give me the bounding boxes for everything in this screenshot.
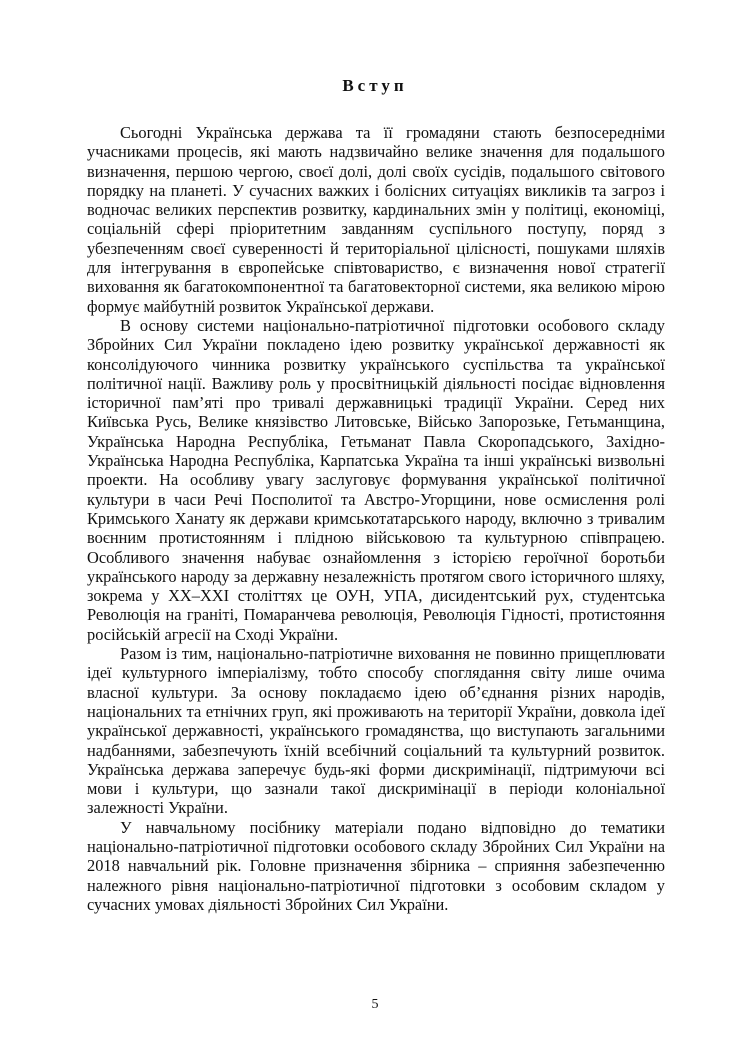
page-title: Вступ xyxy=(342,76,408,95)
body-text xyxy=(87,123,665,914)
paragraph-intro: Сьогодні Українська держава та її громадяни стають безпосередніми учасниками процесів, які мають надзвичайно велике значення для подальшого визначення, першою чергою, своєї долі, долі своїх сусідів, подальшого світового порядку на планеті. У сучасних важких і болісних ситуаціях викликів та загроз і водночас великих перспектив розвитку, кардинальних змін у політиці, економіці, соціальній сфері пріоритетним завданням суспільного поступу, поряд з убезпеченням своєї суверенності й територіальної цілісності, пошуками шляхів для інтегрування в європейське співтовариство, є визначення нової стратегії виховання як багатокомпонентної та багатовекторної системи, яка великою мірою формує майбутній розвиток Української держави. xyxy=(87,123,665,316)
paragraph-state-traditions: В основу системи національно-патріотичної підготовки особового складу Збройних Сил України покладено ідею розвитку української державності як консолідуючого чинника розвитку українського суспільства та української політичної нації. Важливу роль у просвітницькій діяльності посідає відновлення історичної пам’яті про тривалі державницькі традиції України. Серед них Київська Русь, Велике князівство Литовське, Військо Запорозьке, Гетьманщина, Українська Народна Республіка, Гетьманат Павла Скоропадського, Західно-Українська Народна Республіка, Карпатська Україна та інші українські визвольні проекти. На особливу увагу заслуговує формування української політичної культури в часи Речі Посполитої та Австро-Угорщини, нове осмислення ролі Кримського Ханату як держави кримськотатарського народу, включно з тривалим воєнним протистоянням і плідною військовою та культурною співпрацею. Особливого значення набуває ознайомлення з історією героїчної боротьби українського народу за державну незалежність протягом свого історичного шляху, зокрема у ХХ–ХХІ століттях це ОУН, УПА, дисидентський рух, студентська Революція на граніті, Помаранчева революція, Революція Гідності, протистояння російській агресії на Сході України. xyxy=(87,315,665,644)
page-number: 5 xyxy=(371,997,379,1012)
paragraph-unity: Разом із тим, національно-патріотичне виховання не повинно прищеплювати ідеї культурного імперіалізму, тобто способу споглядання світу лише очима власної культури. За основу покладаємо ідею об’єднання різних народів, національних та етнічних груп, які проживають на території України, довкола ідеї української державності, українського громадянства, що виступають загальними надбаннями, забезпечують їхній всебічний соціальний та культурний розвиток. Українська держава заперечує будь-які форми дискримінації, підтримуючи всі мови і культури, що зазнали такої дискримінації в періоди колоніальної залежності України. xyxy=(87,644,665,818)
paragraph-textbook-purpose: У навчальному посібнику матеріали подано відповідно до тематики національно-патріотичної підготовки особового складу Збройних Сил України на 2018 навчальний рік. Головне призначення збірника – сприяння забезпеченню належного рівня національно-патріотичної підготовки з особовим складом у сучасних умовах діяльності Збройних Сил України. xyxy=(87,817,665,914)
